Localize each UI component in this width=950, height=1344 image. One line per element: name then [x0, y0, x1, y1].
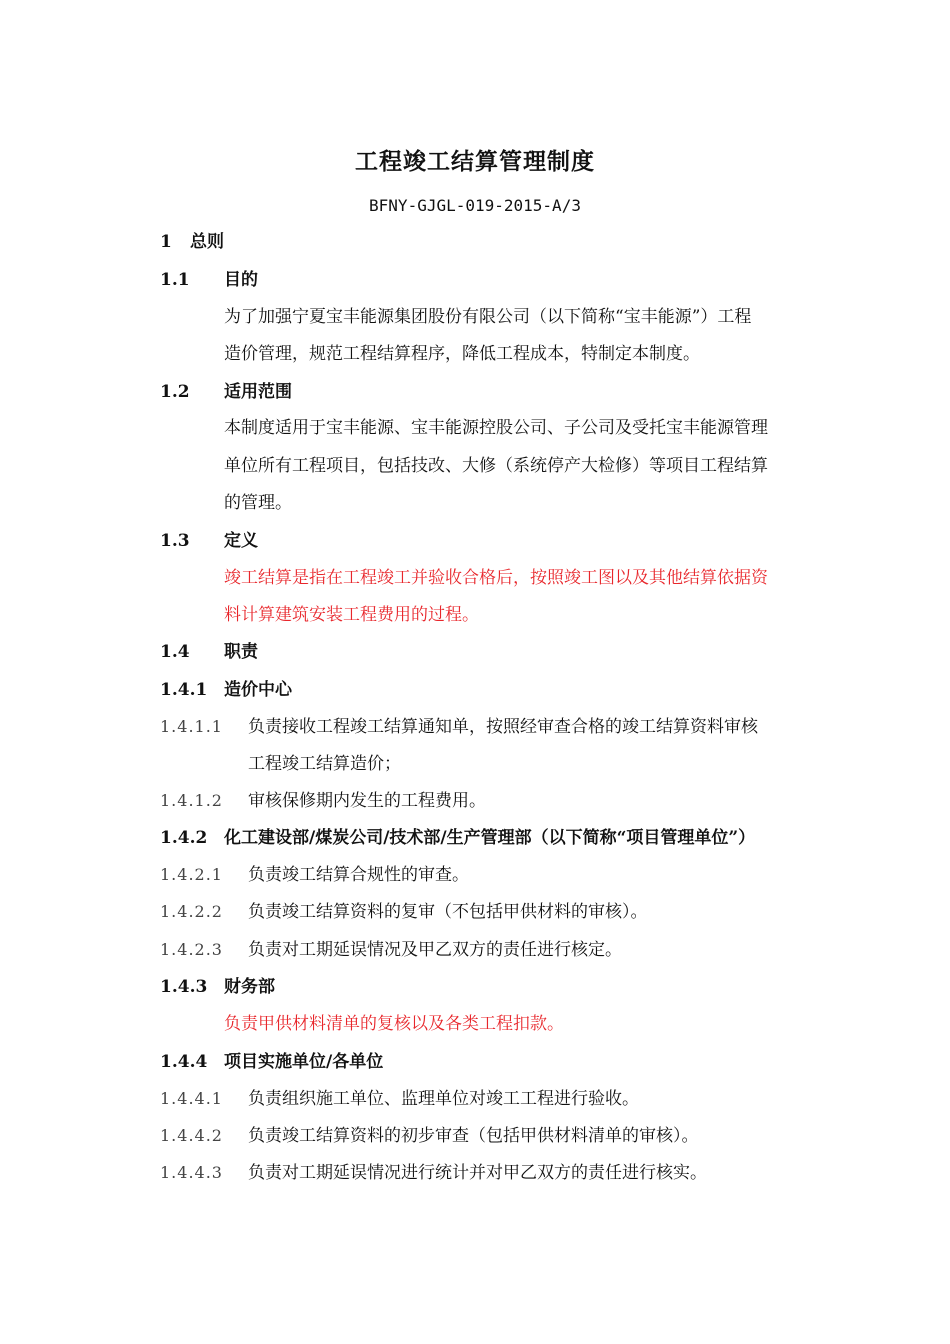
paragraph-line: 本制度适用于宝丰能源、宝丰能源控股公司、子公司及受托宝丰能源管理: [224, 418, 768, 438]
section-label: 定义: [224, 531, 258, 551]
item-text: 负责竣工结算资料的复审（不包括甲供材料的审核）。: [248, 902, 648, 922]
section-number: 1: [160, 232, 172, 252]
section-number: 1.4.4: [160, 1052, 208, 1072]
item-number: 1.4.2.2: [160, 902, 223, 921]
item-text-continued: 工程竣工结算造价；: [248, 754, 401, 774]
page-title: 工程竣工结算管理制度: [355, 148, 595, 175]
item-number: 1.4.4.3: [160, 1163, 223, 1182]
section-number: 1.4.2: [160, 828, 208, 848]
responsibility-line: 负责甲供材料清单的复核以及各类工程扣款。: [224, 1014, 564, 1034]
section-label: 适用范围: [224, 382, 292, 402]
section-number: 1.4.1: [160, 680, 208, 700]
item-text: 负责接收工程竣工结算通知单，按照经审查合格的竣工结算资料审核: [248, 717, 758, 737]
item-number: 1.4.4.2: [160, 1126, 223, 1145]
definition-line: 竣工结算是指在工程竣工并验收合格后，按照竣工图以及其他结算依据资: [224, 568, 768, 588]
item-text: 负责竣工结算合规性的审查。: [248, 865, 469, 885]
item-text: 负责对工期延误情况进行统计并对甲乙双方的责任进行核实。: [248, 1163, 707, 1183]
section-label: 项目实施单位/各单位: [224, 1052, 384, 1072]
section-label: 财务部: [224, 977, 275, 997]
section-label: 目的: [224, 270, 258, 290]
paragraph-line: 造价管理，规范工程结算程序，降低工程成本，特制定本制度。: [224, 344, 700, 364]
definition-line: 料计算建筑安装工程费用的过程。: [224, 605, 479, 625]
paragraph-line: 为了加强宁夏宝丰能源集团股份有限公司（以下简称“宝丰能源”）工程: [224, 307, 752, 327]
item-number: 1.4.2.3: [160, 940, 223, 959]
item-number: 1.4.2.1: [160, 865, 223, 884]
item-number: 1.4.1.1: [160, 717, 223, 736]
section-label: 职责: [224, 642, 258, 662]
paragraph-line: 的管理。: [224, 493, 292, 513]
section-number: 1.4.3: [160, 977, 208, 997]
section-number: 1.1: [160, 270, 190, 290]
section-number: 1.3: [160, 531, 190, 551]
paragraph-line: 单位所有工程项目，包括技改、大修（系统停产大检修）等项目工程结算: [224, 456, 768, 476]
item-text: 负责对工期延误情况及甲乙双方的责任进行核定。: [248, 940, 622, 960]
document-code: BFNY-GJGL-019-2015-A/3: [369, 196, 581, 215]
item-text: 审核保修期内发生的工程费用。: [248, 791, 486, 811]
item-number: 1.4.4.1: [160, 1089, 223, 1108]
item-number: 1.4.1.2: [160, 791, 223, 810]
section-number: 1.2: [160, 382, 190, 402]
section-label: 化工建设部/煤炭公司/技术部/生产管理部（以下简称“项目管理单位”）: [224, 828, 756, 848]
item-text: 负责组织施工单位、监理单位对竣工工程进行验收。: [248, 1089, 639, 1109]
section-label: 造价中心: [224, 680, 292, 700]
section-label: 总则: [190, 232, 224, 252]
item-text: 负责竣工结算资料的初步审查（包括甲供材料清单的审核）。: [248, 1126, 699, 1146]
section-number: 1.4: [160, 642, 190, 662]
